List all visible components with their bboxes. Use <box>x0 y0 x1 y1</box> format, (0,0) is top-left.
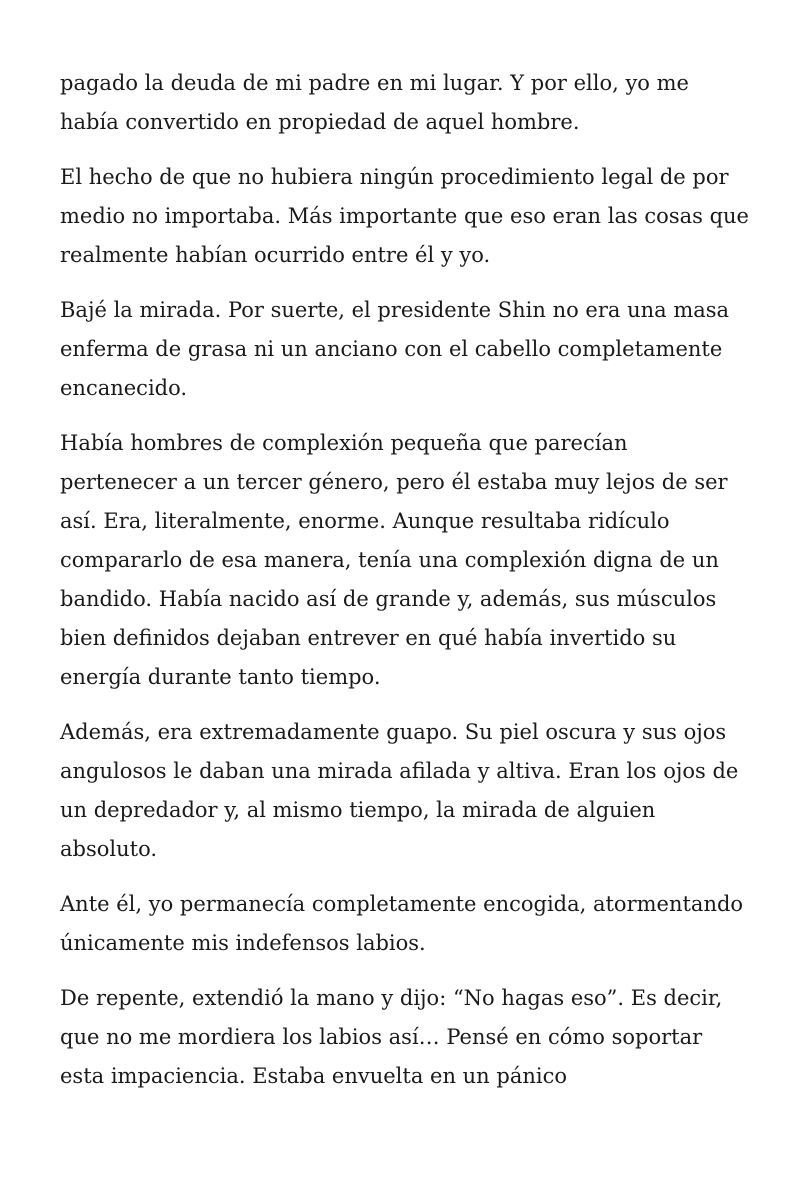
paragraph: Había hombres de complexión pequeña que parecían pertenecer a un tercer género, pero él estaba muy lejos de ser así. Era, literalmente, enorme. Aunque resultaba ridículo compararlo de esa manera, tenía una complexión digna de un bandido. Había nacido así de grande y, además, sus músculos bien definidos dejaban entrever en qué había invertido su energía durante tanto tiempo. <box>60 431 728 689</box>
text-body <box>60 64 750 1112</box>
paragraph: Ante él, yo permanecía completamente encogida, atormentando únicamente mis indefensos labios. <box>60 892 744 955</box>
paragraph: El hecho de que no hubiera ningún procedimiento legal de por medio no importaba. Más importante que eso eran las cosas que realmente habían ocurrido entre él y yo. <box>60 165 749 267</box>
paragraph: Además, era extremadamente guapo. Su piel oscura y sus ojos angulosos le daban una mirada afilada y altiva. Eran los ojos de un depredador y, al mismo tiempo, la mirada de alguien absoluto. <box>60 720 739 861</box>
paragraph: Bajé la mirada. Por suerte, el presidente Shin no era una masa enferma de grasa ni un anciano con el cabello completamente encanecido. <box>60 298 730 400</box>
paragraph: De repente, extendió la mano y dijo: “No hagas eso”. Es decir, que no me mordiera los labios así… Pensé en cómo soportar esta impaciencia. Estaba envuelta en un pánico <box>60 986 723 1088</box>
paragraph: pagado la deuda de mi padre en mi lugar. Y por ello, yo me había convertido en propiedad de aquel hombre. <box>60 71 689 134</box>
